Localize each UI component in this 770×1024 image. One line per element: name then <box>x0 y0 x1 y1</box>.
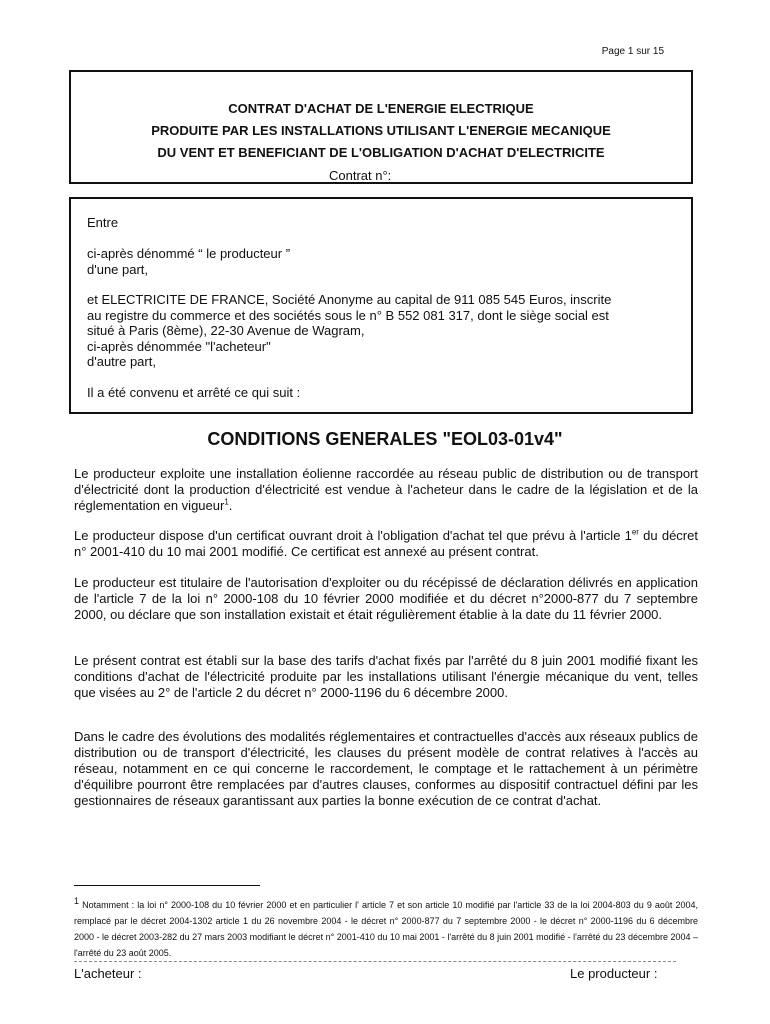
producer-line-2: d'une part, <box>87 261 149 277</box>
producer-signature-label: Le producteur : <box>570 966 658 981</box>
edf-line-5: d'autre part, <box>87 354 156 369</box>
footnote-separator <box>74 885 260 886</box>
paragraph-2 <box>74 528 698 560</box>
contract-number-label: Contrat n°: <box>329 168 392 183</box>
agreed-statement: Il a été convenu et arrêté ce qui suit : <box>87 385 301 400</box>
title-line-3: DU VENT ET BENEFICIANT DE L'OBLIGATION D'ACHAT D'ELECTRICITE <box>157 145 605 160</box>
paragraph-1-end: . <box>228 498 233 513</box>
title-line-2: PRODUITE PAR LES INSTALLATIONS UTILISANT L'ENERGIE MECANIQUE <box>151 123 611 138</box>
paragraph-1 <box>74 466 698 514</box>
page-number: Page 1 sur 15 <box>601 46 664 57</box>
section-title: CONDITIONS GENERALES "EOL03-01v4" <box>207 429 563 449</box>
paragraph-2-text-a: Le producteur dispose d'un certificat ouvrant droit à l'obligation d'achat tel que prévu à l'article 1 <box>74 528 632 543</box>
producer-designation <box>87 246 675 277</box>
footnote-marker: 1 <box>74 896 80 906</box>
footnote <box>74 893 698 961</box>
buyer-signature-label: L'acheteur : <box>74 966 142 981</box>
parties-box <box>69 197 693 414</box>
parties-entre: Entre <box>87 215 119 230</box>
paragraph-2-superscript: er <box>631 527 639 537</box>
edf-line-4: ci-après dénommée "l'acheteur" <box>87 338 271 354</box>
paragraph-3: Le producteur est titulaire de l'autorisation d'exploiter ou du récépissé de déclaration délivrés en application de l'article 7 de la loi n° 2000-108 du 10 février 2000 modifiée et du décret n°2000-877 du 7 septembre 2000, ou déclare que son installation existait et était régulièrement établie à la date du 11 février 2000. <box>74 575 698 622</box>
signature-separator <box>74 961 676 962</box>
footnote-text: Notamment : la loi n° 2000-108 du 10 février 2000 et en particulier l' article 7 et son article 10 modifié par l'article 33 de la loi 2004-803 du 9 août 2004, remplacé par le décret 2004-1302 article 1 du 26 novembre 2004 - le décret n° 2000-877 du 7 septembre 2000 - le décret n° 2000-1196 du 6 décembre 2000 - le décret 2003-282 du 27 mars 2003 modifiant le décret n° 2001-410 du 10 mai 2001 - l'arrêté du 8 juin 2001 modifié - l'arrêté du 23 décembre 2004 – l'arrêté du 23 août 2005. <box>74 900 698 958</box>
paragraph-4: Le présent contrat est établi sur la base des tarifs d'achat fixés par l'arrêté du 8 juin 2001 modifié fixant les conditions d'achat de l'électricité produite par les installations utilisant l'énergie mécanique du vent, telles que visées au 2° de l'article 2 du décret n° 2000-1196 du 6 décembre 2000. <box>74 653 698 700</box>
edf-line-3: situé à Paris (8ème), 22-30 Avenue de Wagram, <box>87 323 365 338</box>
paragraph-2-text-b: du décret n° 2001-410 du 10 mai 2001 modifié. Ce certificat est annexé au présent contrat. <box>74 528 698 559</box>
producer-line-1: ci-après dénommé “ le producteur ” <box>87 246 291 261</box>
contract-title <box>71 98 691 164</box>
paragraph-1-text: Le producteur exploite une installation éolienne raccordée au réseau public de distribution ou de transport d'électricité dont la production d'électricité est vendue à l'acheteur dans le cadre de la législation et de la réglementation en vigueur <box>74 466 698 513</box>
paragraph-5: Dans le cadre des évolutions des modalités réglementaires et contractuelles d'accès aux réseaux publics de distribution ou de transport d'électricité, les clauses du présent modèle de contrat relatives à l'accès au réseau, notamment en ce qui concerne le raccordement, le comptage et le rattachement à un périmètre d'équilibre pourront être remplacées par d'autres clauses, conformes au dispositif contractuel défini par les gestionnaires de réseaux garantissant aux parties la bonne exécution de ce contrat d'achat. <box>74 729 698 808</box>
edf-designation <box>87 292 675 370</box>
title-line-1: CONTRAT D'ACHAT DE L'ENERGIE ELECTRIQUE <box>228 101 534 116</box>
contract-title-box <box>69 70 693 184</box>
edf-line-2: au registre du commerce et des sociétés sous le n° B 552 081 317, dont le siège social est <box>87 307 609 323</box>
edf-line-1: et ELECTRICITE DE FRANCE, Société Anonyme au capital de 911 085 545 Euros, inscrite <box>87 292 612 307</box>
footnote-reference: 1 <box>224 497 229 507</box>
